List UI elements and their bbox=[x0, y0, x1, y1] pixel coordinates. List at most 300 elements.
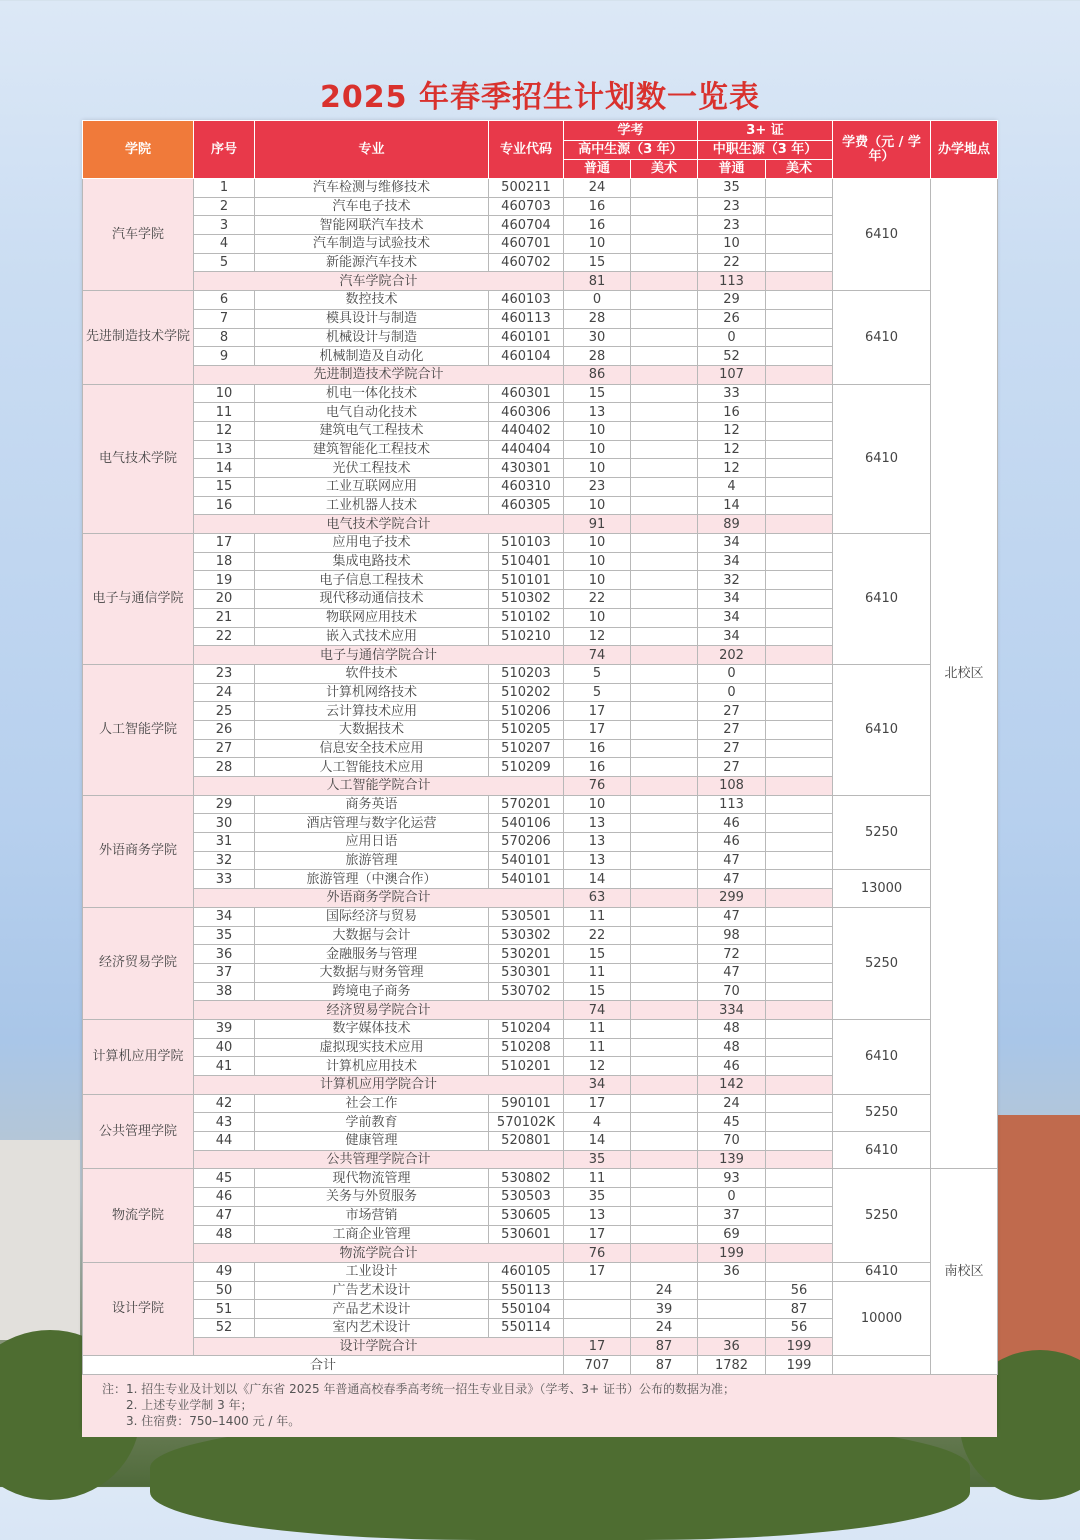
cell-major: 云计算技术应用 bbox=[255, 702, 489, 721]
cell-seq: 49 bbox=[194, 1262, 255, 1281]
cell-seq: 29 bbox=[194, 795, 255, 814]
cell-seq: 44 bbox=[194, 1132, 255, 1151]
cell-seq: 6 bbox=[194, 291, 255, 310]
cell-zheng-putong: 29 bbox=[698, 291, 766, 310]
cell-zheng-putong: 46 bbox=[698, 833, 766, 852]
cell-code: 460305 bbox=[489, 496, 564, 515]
cell-xuekao-putong: 14 bbox=[564, 870, 631, 889]
subtotal-zheng-putong: 107 bbox=[698, 365, 766, 384]
cell-major: 集成电路技术 bbox=[255, 552, 489, 571]
cell-xuekao-putong: 11 bbox=[564, 1169, 631, 1188]
subtotal-label: 公共管理学院合计 bbox=[194, 1150, 564, 1169]
cell-xuekao-putong: 23 bbox=[564, 478, 631, 497]
note-line: 注：1. 招生专业及计划以《广东省 2025 年普通高校春季高考统一招生专业目录》（学考、3+ 证书）公布的数据为准； bbox=[102, 1382, 735, 1396]
cell-zheng-meishu bbox=[766, 197, 833, 216]
cell-code: 530702 bbox=[489, 982, 564, 1001]
subtotal-zheng-putong: 199 bbox=[698, 1244, 766, 1263]
cell-major: 人工智能技术应用 bbox=[255, 758, 489, 777]
subtotal-zheng-putong: 139 bbox=[698, 1150, 766, 1169]
college-name: 物流学院 bbox=[83, 1169, 194, 1262]
cell-major: 机电一体化技术 bbox=[255, 384, 489, 403]
cell-xuekao-meishu bbox=[631, 1262, 698, 1281]
cell-seq: 26 bbox=[194, 720, 255, 739]
cell-zheng-meishu bbox=[766, 216, 833, 235]
cell-zheng-putong: 27 bbox=[698, 702, 766, 721]
cell-xuekao-putong: 13 bbox=[564, 833, 631, 852]
cell-major: 汽车电子技术 bbox=[255, 197, 489, 216]
cell-zheng-putong: 47 bbox=[698, 907, 766, 926]
cell-code: 510209 bbox=[489, 758, 564, 777]
cell-seq: 38 bbox=[194, 982, 255, 1001]
subtotal-zheng-putong: 108 bbox=[698, 777, 766, 796]
college-name: 设计学院 bbox=[83, 1262, 194, 1355]
cell-xuekao-meishu bbox=[631, 384, 698, 403]
cell-major: 数控技术 bbox=[255, 291, 489, 310]
cell-zheng-meishu bbox=[766, 253, 833, 272]
subtotal-zheng-putong: 299 bbox=[698, 889, 766, 908]
cell-major: 电子信息工程技术 bbox=[255, 571, 489, 590]
cell-zheng-putong: 23 bbox=[698, 216, 766, 235]
subtotal-label: 经济贸易学院合计 bbox=[194, 1001, 564, 1020]
cell-zheng-meishu bbox=[766, 627, 833, 646]
cell-code: 460113 bbox=[489, 309, 564, 328]
cell-seq: 47 bbox=[194, 1206, 255, 1225]
cell-fee: 6410 bbox=[833, 664, 931, 795]
cell-xuekao-putong: 11 bbox=[564, 963, 631, 982]
cell-seq: 52 bbox=[194, 1318, 255, 1337]
cell-zheng-putong: 10 bbox=[698, 235, 766, 254]
cell-major: 计算机网络技术 bbox=[255, 683, 489, 702]
cell-code: 510210 bbox=[489, 627, 564, 646]
cell-seq: 4 bbox=[194, 235, 255, 254]
header-code: 专业代码 bbox=[489, 121, 564, 179]
cell-major: 室内艺术设计 bbox=[255, 1318, 489, 1337]
cell-major: 汽车制造与试验技术 bbox=[255, 235, 489, 254]
subtotal-xuekao-putong: 76 bbox=[564, 777, 631, 796]
cell-fee: 6410 bbox=[833, 1132, 931, 1169]
cell-xuekao-putong: 10 bbox=[564, 235, 631, 254]
cell-seq: 9 bbox=[194, 347, 255, 366]
cell-seq: 34 bbox=[194, 907, 255, 926]
subtotal-xuekao-putong: 34 bbox=[564, 1076, 631, 1095]
cell-fee: 6410 bbox=[833, 534, 931, 665]
cell-major: 工业机器人技术 bbox=[255, 496, 489, 515]
cell-xuekao-meishu bbox=[631, 926, 698, 945]
cell-major: 国际经济与贸易 bbox=[255, 907, 489, 926]
cell-code: 570206 bbox=[489, 833, 564, 852]
cell-zheng-putong: 47 bbox=[698, 870, 766, 889]
cell-code: 510201 bbox=[489, 1057, 564, 1076]
cell-xuekao-meishu bbox=[631, 347, 698, 366]
cell-zheng-meishu bbox=[766, 1113, 833, 1132]
cell-code: 460105 bbox=[489, 1262, 564, 1281]
cell-zheng-putong: 32 bbox=[698, 571, 766, 590]
cell-zheng-putong: 34 bbox=[698, 627, 766, 646]
subtotal-label: 外语商务学院合计 bbox=[194, 889, 564, 908]
cell-xuekao-meishu bbox=[631, 571, 698, 590]
cell-major: 金融服务与管理 bbox=[255, 945, 489, 964]
cell-major: 虚拟现实技术应用 bbox=[255, 1038, 489, 1057]
cell-xuekao-meishu bbox=[631, 683, 698, 702]
cell-xuekao-meishu bbox=[631, 291, 698, 310]
header-xuekao-meishu: 美术 bbox=[631, 160, 698, 179]
subtotal-zheng-putong: 113 bbox=[698, 272, 766, 291]
header-major: 专业 bbox=[255, 121, 489, 179]
header-fee: 学费（元 / 学年） bbox=[833, 121, 931, 179]
cell-code: 530601 bbox=[489, 1225, 564, 1244]
cell-code: 530301 bbox=[489, 963, 564, 982]
cell-zheng-putong: 35 bbox=[698, 179, 766, 198]
subtotal-zheng-meishu bbox=[766, 1244, 833, 1263]
cell-zheng-meishu bbox=[766, 1169, 833, 1188]
cell-xuekao-meishu bbox=[631, 309, 698, 328]
subtotal-label: 先进制造技术学院合计 bbox=[194, 365, 564, 384]
background-tree bbox=[150, 1420, 970, 1540]
cell-code: 510103 bbox=[489, 534, 564, 553]
cell-xuekao-putong: 5 bbox=[564, 664, 631, 683]
subtotal-zheng-putong: 142 bbox=[698, 1076, 766, 1095]
cell-fee: 6410 bbox=[833, 1262, 931, 1281]
cell-seq: 50 bbox=[194, 1281, 255, 1300]
cell-code: 510101 bbox=[489, 571, 564, 590]
cell-code: 430301 bbox=[489, 459, 564, 478]
total-row bbox=[83, 1356, 998, 1375]
cell-zheng-meishu bbox=[766, 945, 833, 964]
subtotal-zheng-putong: 334 bbox=[698, 1001, 766, 1020]
cell-xuekao-meishu bbox=[631, 982, 698, 1001]
table-row bbox=[83, 1019, 998, 1038]
cell-seq: 35 bbox=[194, 926, 255, 945]
header-seq: 序号 bbox=[194, 121, 255, 179]
cell-major: 模具设计与制造 bbox=[255, 309, 489, 328]
cell-xuekao-putong bbox=[564, 1281, 631, 1300]
cell-zheng-putong: 45 bbox=[698, 1113, 766, 1132]
cell-seq: 7 bbox=[194, 309, 255, 328]
cell-seq: 40 bbox=[194, 1038, 255, 1057]
note-line: 2. 上述专业学制 3 年； bbox=[126, 1398, 253, 1412]
cell-xuekao-meishu bbox=[631, 945, 698, 964]
cell-major: 大数据与财务管理 bbox=[255, 963, 489, 982]
cell-xuekao-putong: 14 bbox=[564, 1132, 631, 1151]
table-row bbox=[83, 1281, 998, 1300]
cell-seq: 51 bbox=[194, 1300, 255, 1319]
cell-xuekao-putong: 11 bbox=[564, 1038, 631, 1057]
cell-zheng-meishu bbox=[766, 1262, 833, 1281]
cell-xuekao-meishu: 39 bbox=[631, 1300, 698, 1319]
cell-code: 530802 bbox=[489, 1169, 564, 1188]
cell-code: 460702 bbox=[489, 253, 564, 272]
page-title: 2025 年春季招生计划数一览表 bbox=[320, 80, 760, 115]
campus-north: 北校区 bbox=[931, 179, 998, 1169]
cell-xuekao-putong: 16 bbox=[564, 216, 631, 235]
cell-xuekao-putong: 13 bbox=[564, 403, 631, 422]
subtotal-label: 计算机应用学院合计 bbox=[194, 1076, 564, 1095]
cell-zheng-meishu bbox=[766, 720, 833, 739]
cell-zheng-meishu bbox=[766, 440, 833, 459]
cell-xuekao-meishu bbox=[631, 534, 698, 553]
cell-major: 机械制造及自动化 bbox=[255, 347, 489, 366]
cell-seq: 5 bbox=[194, 253, 255, 272]
cell-xuekao-meishu bbox=[631, 1206, 698, 1225]
cell-major: 新能源汽车技术 bbox=[255, 253, 489, 272]
cell-seq: 17 bbox=[194, 534, 255, 553]
cell-zheng-meishu bbox=[766, 1057, 833, 1076]
subtotal-label: 电子与通信学院合计 bbox=[194, 646, 564, 665]
cell-xuekao-meishu bbox=[631, 590, 698, 609]
campus-south: 南校区 bbox=[931, 1169, 998, 1375]
cell-xuekao-meishu bbox=[631, 552, 698, 571]
cell-xuekao-putong: 10 bbox=[564, 571, 631, 590]
cell-zheng-meishu bbox=[766, 758, 833, 777]
table-row bbox=[83, 291, 998, 310]
cell-zheng-meishu bbox=[766, 347, 833, 366]
cell-code: 510203 bbox=[489, 664, 564, 683]
cell-seq: 31 bbox=[194, 833, 255, 852]
cell-code: 510204 bbox=[489, 1019, 564, 1038]
cell-zheng-meishu bbox=[766, 496, 833, 515]
cell-code: 460103 bbox=[489, 291, 564, 310]
cell-zheng-meishu bbox=[766, 870, 833, 889]
table-body bbox=[83, 179, 998, 1375]
cell-major: 信息安全技术应用 bbox=[255, 739, 489, 758]
cell-code: 530501 bbox=[489, 907, 564, 926]
table-row bbox=[83, 795, 998, 814]
cell-zheng-meishu bbox=[766, 907, 833, 926]
cell-major: 产品艺术设计 bbox=[255, 1300, 489, 1319]
cell-xuekao-putong: 22 bbox=[564, 590, 631, 609]
cell-zheng-putong: 48 bbox=[698, 1019, 766, 1038]
cell-xuekao-meishu bbox=[631, 216, 698, 235]
cell-xuekao-meishu bbox=[631, 235, 698, 254]
subtotal-xuekao-meishu bbox=[631, 1150, 698, 1169]
cell-zheng-meishu: 56 bbox=[766, 1318, 833, 1337]
header-zheng-putong: 普通 bbox=[698, 160, 766, 179]
subtotal-zheng-putong: 36 bbox=[698, 1337, 766, 1356]
cell-zheng-meishu bbox=[766, 590, 833, 609]
cell-major: 工业互联网应用 bbox=[255, 478, 489, 497]
cell-xuekao-meishu bbox=[631, 1094, 698, 1113]
cell-seq: 15 bbox=[194, 478, 255, 497]
cell-fee: 10000 bbox=[833, 1281, 931, 1356]
cell-code: 510202 bbox=[489, 683, 564, 702]
cell-fee: 6410 bbox=[833, 1019, 931, 1094]
cell-zheng-putong: 48 bbox=[698, 1038, 766, 1057]
cell-xuekao-meishu bbox=[631, 1113, 698, 1132]
cell-seq: 3 bbox=[194, 216, 255, 235]
subtotal-label: 设计学院合计 bbox=[194, 1337, 564, 1356]
cell-zheng-putong: 46 bbox=[698, 1057, 766, 1076]
cell-major: 旅游管理 bbox=[255, 851, 489, 870]
cell-zheng-putong: 0 bbox=[698, 683, 766, 702]
cell-major: 学前教育 bbox=[255, 1113, 489, 1132]
total-zheng-meishu: 199 bbox=[766, 1356, 833, 1375]
cell-xuekao-meishu bbox=[631, 403, 698, 422]
cell-xuekao-meishu bbox=[631, 851, 698, 870]
cell-xuekao-meishu bbox=[631, 1019, 698, 1038]
cell-seq: 37 bbox=[194, 963, 255, 982]
cell-zheng-putong: 26 bbox=[698, 309, 766, 328]
cell-zheng-meishu bbox=[766, 1094, 833, 1113]
subtotal-xuekao-putong: 35 bbox=[564, 1150, 631, 1169]
cell-code: 540101 bbox=[489, 851, 564, 870]
subtotal-xuekao-meishu bbox=[631, 1076, 698, 1095]
cell-xuekao-meishu bbox=[631, 459, 698, 478]
cell-zheng-putong: 70 bbox=[698, 1132, 766, 1151]
college-name: 计算机应用学院 bbox=[83, 1019, 194, 1094]
cell-zheng-putong: 27 bbox=[698, 739, 766, 758]
cell-major: 电气自动化技术 bbox=[255, 403, 489, 422]
table-row bbox=[83, 1094, 998, 1113]
cell-code: 590101 bbox=[489, 1094, 564, 1113]
cell-seq: 11 bbox=[194, 403, 255, 422]
subtotal-xuekao-putong: 81 bbox=[564, 272, 631, 291]
cell-xuekao-meishu bbox=[631, 496, 698, 515]
college-name: 电子与通信学院 bbox=[83, 534, 194, 665]
subtotal-xuekao-putong: 63 bbox=[564, 889, 631, 908]
cell-fee: 5250 bbox=[833, 1094, 931, 1131]
subtotal-zheng-meishu bbox=[766, 515, 833, 534]
cell-zheng-meishu bbox=[766, 833, 833, 852]
cell-xuekao-putong: 10 bbox=[564, 496, 631, 515]
subtotal-zheng-meishu bbox=[766, 1001, 833, 1020]
cell-xuekao-meishu bbox=[631, 833, 698, 852]
cell-code: 570102K bbox=[489, 1113, 564, 1132]
cell-code: 460306 bbox=[489, 403, 564, 422]
cell-major: 软件技术 bbox=[255, 664, 489, 683]
cell-major: 市场营销 bbox=[255, 1206, 489, 1225]
cell-xuekao-putong: 10 bbox=[564, 534, 631, 553]
cell-zheng-putong: 12 bbox=[698, 421, 766, 440]
cell-code: 460301 bbox=[489, 384, 564, 403]
cell-code: 550104 bbox=[489, 1300, 564, 1319]
cell-xuekao-putong: 17 bbox=[564, 1094, 631, 1113]
cell-xuekao-meishu bbox=[631, 758, 698, 777]
cell-xuekao-putong: 30 bbox=[564, 328, 631, 347]
cell-code: 460101 bbox=[489, 328, 564, 347]
background-building-left bbox=[0, 1140, 80, 1340]
cell-xuekao-putong: 15 bbox=[564, 384, 631, 403]
cell-xuekao-putong: 10 bbox=[564, 552, 631, 571]
cell-code: 530503 bbox=[489, 1188, 564, 1207]
header-zheng: 3+ 证 bbox=[698, 121, 833, 141]
cell-code: 440404 bbox=[489, 440, 564, 459]
cell-xuekao-meishu bbox=[631, 179, 698, 198]
cell-major: 计算机应用技术 bbox=[255, 1057, 489, 1076]
cell-xuekao-putong: 10 bbox=[564, 421, 631, 440]
cell-xuekao-meishu bbox=[631, 1057, 698, 1076]
cell-zheng-meishu bbox=[766, 235, 833, 254]
cell-xuekao-meishu bbox=[631, 702, 698, 721]
cell-code: 530302 bbox=[489, 926, 564, 945]
subtotal-label: 电气技术学院合计 bbox=[194, 515, 564, 534]
cell-major: 智能网联汽车技术 bbox=[255, 216, 489, 235]
total-fee-empty bbox=[833, 1356, 931, 1375]
cell-zheng-meishu bbox=[766, 459, 833, 478]
cell-xuekao-meishu: 24 bbox=[631, 1281, 698, 1300]
cell-zheng-putong: 36 bbox=[698, 1262, 766, 1281]
cell-xuekao-meishu bbox=[631, 421, 698, 440]
header-location: 办学地点 bbox=[931, 121, 998, 179]
cell-zheng-meishu bbox=[766, 328, 833, 347]
college-name: 公共管理学院 bbox=[83, 1094, 194, 1169]
cell-xuekao-meishu: 24 bbox=[631, 1318, 698, 1337]
cell-code: 530201 bbox=[489, 945, 564, 964]
cell-seq: 14 bbox=[194, 459, 255, 478]
cell-zheng-meishu bbox=[766, 814, 833, 833]
cell-seq: 41 bbox=[194, 1057, 255, 1076]
cell-zheng-meishu bbox=[766, 179, 833, 198]
cell-major: 应用电子技术 bbox=[255, 534, 489, 553]
cell-zheng-meishu bbox=[766, 1038, 833, 1057]
cell-code: 510207 bbox=[489, 739, 564, 758]
cell-major: 大数据与会计 bbox=[255, 926, 489, 945]
cell-xuekao-putong: 10 bbox=[564, 795, 631, 814]
cell-xuekao-putong: 10 bbox=[564, 459, 631, 478]
cell-zheng-putong: 16 bbox=[698, 403, 766, 422]
cell-xuekao-putong: 22 bbox=[564, 926, 631, 945]
cell-zheng-meishu bbox=[766, 291, 833, 310]
cell-zheng-putong: 22 bbox=[698, 253, 766, 272]
subtotal-xuekao-putong: 74 bbox=[564, 1001, 631, 1020]
cell-major: 广告艺术设计 bbox=[255, 1281, 489, 1300]
subtotal-xuekao-meishu bbox=[631, 272, 698, 291]
header-xuekao-sub: 高中生源（3 年） bbox=[564, 141, 698, 160]
cell-zheng-meishu bbox=[766, 664, 833, 683]
cell-xuekao-meishu bbox=[631, 253, 698, 272]
cell-major: 光伏工程技术 bbox=[255, 459, 489, 478]
cell-seq: 13 bbox=[194, 440, 255, 459]
cell-major: 健康管理 bbox=[255, 1132, 489, 1151]
subtotal-zheng-meishu bbox=[766, 889, 833, 908]
cell-zheng-putong: 24 bbox=[698, 1094, 766, 1113]
cell-xuekao-putong bbox=[564, 1300, 631, 1319]
college-name: 经济贸易学院 bbox=[83, 907, 194, 1019]
cell-code: 460704 bbox=[489, 216, 564, 235]
cell-xuekao-meishu bbox=[631, 1169, 698, 1188]
cell-xuekao-putong: 17 bbox=[564, 1262, 631, 1281]
cell-seq: 28 bbox=[194, 758, 255, 777]
cell-seq: 42 bbox=[194, 1094, 255, 1113]
cell-code: 460104 bbox=[489, 347, 564, 366]
header-xuekao: 学考 bbox=[564, 121, 698, 141]
cell-zheng-meishu bbox=[766, 552, 833, 571]
cell-xuekao-putong bbox=[564, 1318, 631, 1337]
cell-xuekao-meishu bbox=[631, 1038, 698, 1057]
cell-zheng-putong: 46 bbox=[698, 814, 766, 833]
cell-xuekao-putong: 11 bbox=[564, 1019, 631, 1038]
cell-zheng-putong: 23 bbox=[698, 197, 766, 216]
table-row bbox=[83, 1132, 998, 1151]
cell-seq: 1 bbox=[194, 179, 255, 198]
cell-zheng-putong: 27 bbox=[698, 758, 766, 777]
table-row bbox=[83, 534, 998, 553]
cell-major: 汽车检测与维修技术 bbox=[255, 179, 489, 198]
cell-zheng-putong: 93 bbox=[698, 1169, 766, 1188]
cell-zheng-meishu bbox=[766, 1206, 833, 1225]
subtotal-zheng-meishu bbox=[766, 365, 833, 384]
cell-seq: 48 bbox=[194, 1225, 255, 1244]
cell-xuekao-putong: 28 bbox=[564, 347, 631, 366]
cell-code: 460310 bbox=[489, 478, 564, 497]
cell-zheng-putong: 113 bbox=[698, 795, 766, 814]
table-row bbox=[83, 179, 998, 198]
total-xuekao-meishu: 87 bbox=[631, 1356, 698, 1375]
cell-xuekao-putong: 16 bbox=[564, 739, 631, 758]
cell-seq: 30 bbox=[194, 814, 255, 833]
cell-xuekao-meishu bbox=[631, 478, 698, 497]
cell-zheng-putong: 98 bbox=[698, 926, 766, 945]
subtotal-xuekao-meishu bbox=[631, 1244, 698, 1263]
